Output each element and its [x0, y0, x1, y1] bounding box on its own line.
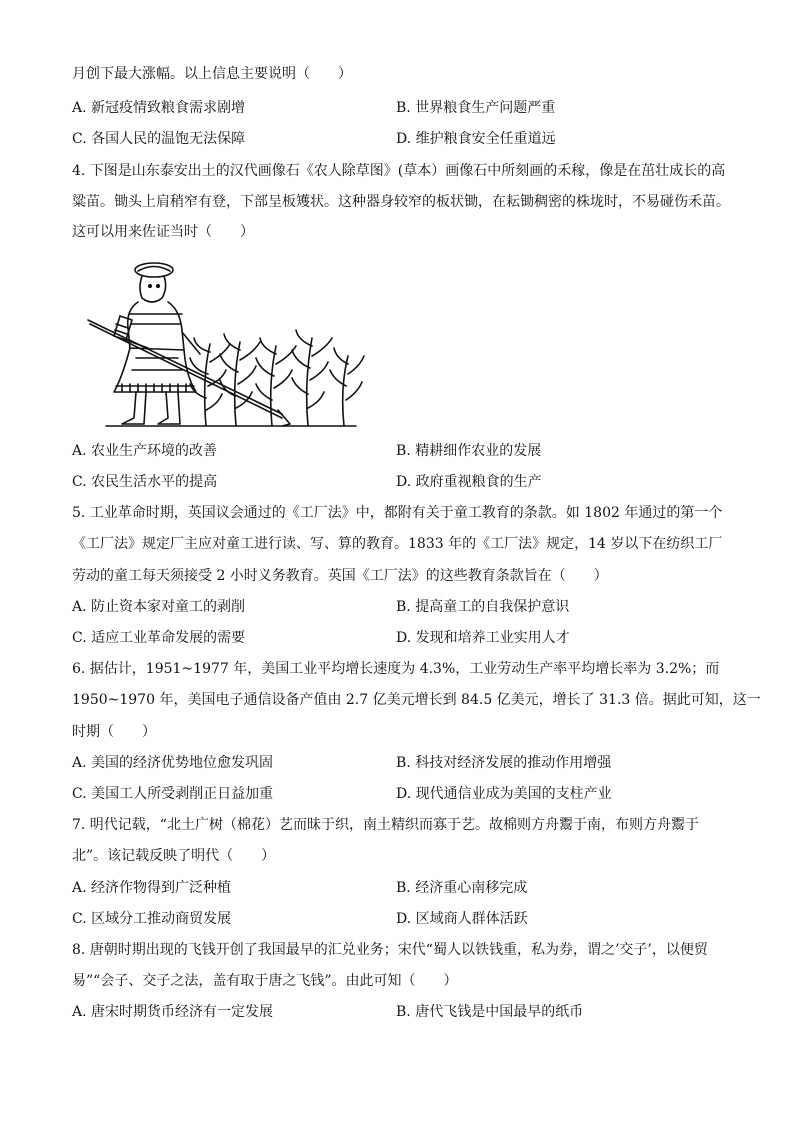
- q7-option-c: C. 区域分工推动商贸发展: [72, 911, 232, 927]
- q7-option-a: A. 经济作物得到广泛种植: [72, 880, 232, 896]
- q4-stem-line-1: 4. 下图是山东泰安出土的汉代画像石《农人除草图》(草本）画像石中所刻画的禾稼，像是在茁壮成长的高: [72, 163, 726, 179]
- q3-stem: 月创下最大涨幅。以上信息主要说明（ ）: [72, 66, 352, 82]
- q4-stem-line-3: 这可以用来佐证当时（ ）: [72, 224, 254, 240]
- q7-option-b: B. 经济重心南移完成: [396, 880, 528, 896]
- q5-option-d: D. 发现和培养工业实用人才: [396, 630, 570, 646]
- q6-stem-line-3: 时期（ ）: [72, 724, 156, 740]
- q8-option-b: B. 唐代飞钱是中国最早的纸币: [396, 1004, 584, 1020]
- q6-stem-line-2: 1950~1970 年，美国电子通信设备产值由 2.7 亿美元增长到 84.5 亿美元，增长了 31.3 倍。据此可知，这一: [72, 692, 761, 708]
- q4-stem-line-2: 粱苗。锄头上肩稍窄有登，下部呈板矱状。这种器身较窄的板状锄，在耘锄稠密的株垅时，不易碰伤禾苗。: [72, 194, 730, 210]
- q4-option-a: A. 农业生产环境的改善: [72, 443, 218, 459]
- q5-stem-line-2: 《工厂法》规定厂主应对童工进行读、写、算的教育。1833 年的《工厂法》规定，14 岁以下在纺织工厂: [72, 536, 723, 552]
- q3-option-c: C. 各国人民的温饱无法保障: [72, 131, 246, 147]
- q3-option-b: B. 世界粮食生产问题严重: [396, 100, 556, 116]
- q3-option-a: A. 新冠疫情致粮食需求剧增: [72, 100, 246, 116]
- q6-option-d: D. 现代通信业成为美国的支柱产业: [396, 786, 612, 802]
- q7-stem-line-2: 北”。该记载反映了明代（ ）: [72, 848, 276, 864]
- q8-option-a: A. 唐宋时期货币经济有一定发展: [72, 1004, 274, 1020]
- q6-stem-line-1: 6. 据估计，1951~1977 年，美国工业平均增长速度为 4.3%，工业劳动生产率平均增长率为 3.2%；而: [72, 661, 720, 677]
- q6-option-c: C. 美国工人所受剥削正日益加重: [72, 786, 274, 802]
- q5-stem-line-1: 5. 工业革命时期，英国议会通过的《工厂法》中，都附有关于童工教育的条款。如 1802 年通过的第一个: [72, 505, 723, 521]
- q3-option-d: D. 维护粮食安全任重道远: [396, 131, 556, 147]
- q5-option-b: B. 提高童工的自我保护意识: [396, 599, 570, 615]
- q5-option-c: C. 适应工业革命发展的需要: [72, 630, 246, 646]
- q7-stem-line-1: 7. 明代记载，“北土广树（棉花）艺而昧于织，南土精织而寡于艺。故棉则方舟鬻于南，布则方舟鬻于: [72, 817, 699, 833]
- q5-option-a: A. 防止资本家对童工的剥削: [72, 599, 246, 615]
- q5-stem-line-3: 劳动的童工每天须接受 2 小时义务教育。英国《工厂法》的这些教育条款旨在（ ）: [72, 568, 608, 584]
- farmer-weeding-illustration: [86, 258, 376, 434]
- q7-option-d: D. 区域商人群体活跃: [396, 911, 528, 927]
- q8-stem-line-1: 8. 唐朝时期出现的飞钱开创了我国最早的汇兑业务；宋代“蜀人以铁钱重，私为券，谓之’交子’，以便贸: [72, 942, 708, 958]
- q6-option-a: A. 美国的经济优势地位愈发巩固: [72, 755, 274, 771]
- q6-option-b: B. 科技对经济发展的推动作用增强: [396, 755, 612, 771]
- q4-option-b: B. 精耕细作农业的发展: [396, 443, 542, 459]
- q4-option-d: D. 政府重视粮食的生产: [396, 474, 542, 490]
- q8-stem-line-2: 易”“会子、交子之法，盖有取于唐之飞钱”。由此可知（ ）: [72, 973, 458, 989]
- q4-option-c: C. 农民生活水平的提高: [72, 474, 218, 490]
